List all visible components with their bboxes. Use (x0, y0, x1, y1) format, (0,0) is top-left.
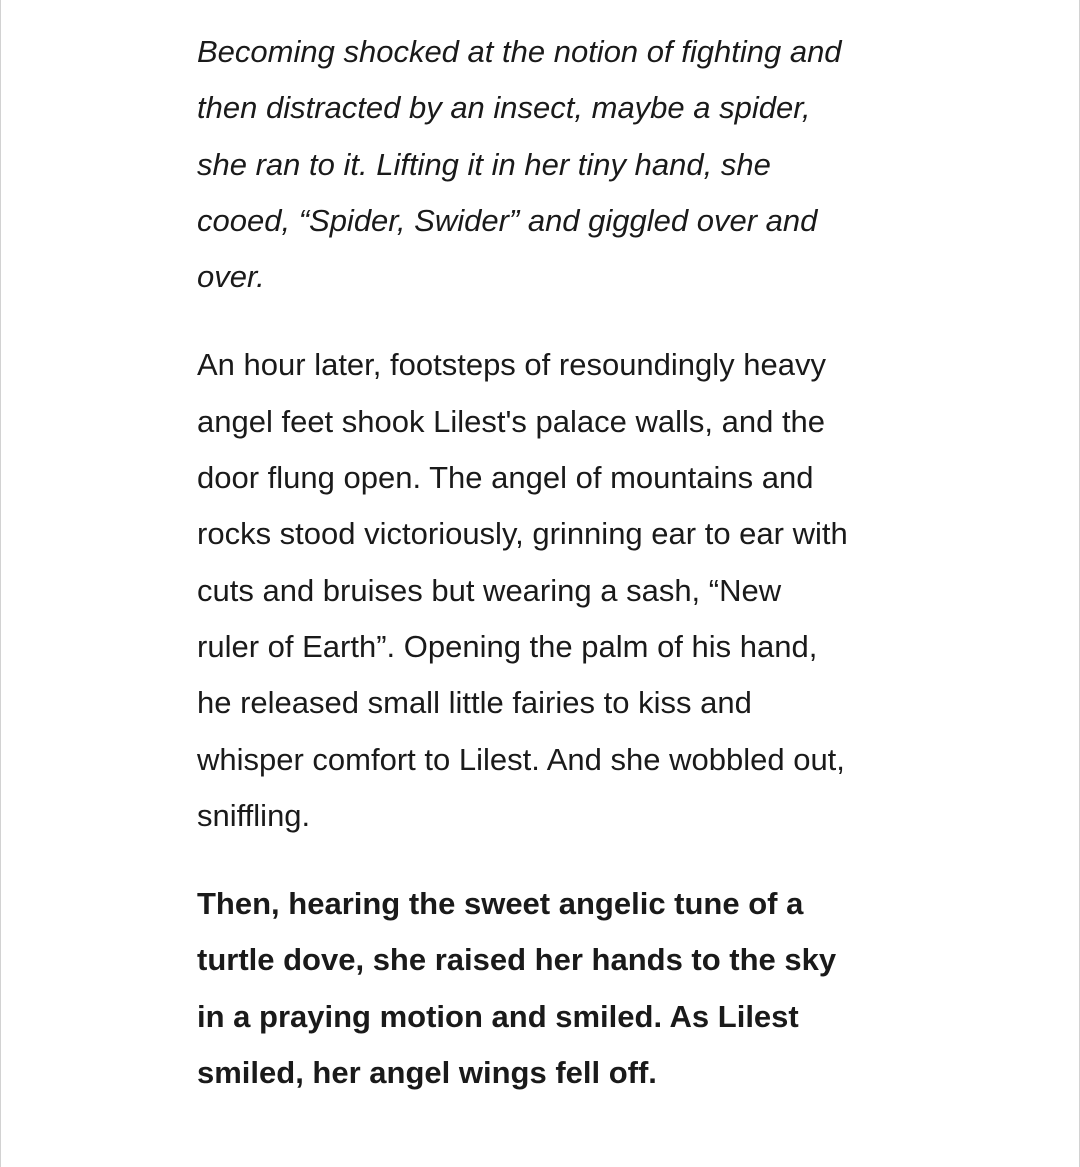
paragraph-line: she ran to it. Lifting it in her tiny hand, she (197, 146, 771, 182)
paragraph-line: smiled, her angel wings fell off. (197, 1055, 657, 1091)
paragraph-line: sniffling. (197, 797, 311, 833)
paragraph-1 (197, 24, 897, 305)
paragraph-line: ruler of Earth”. Opening the palm of his hand, (197, 628, 818, 664)
paragraph-line: An hour later, footsteps of resoundingly heavy (197, 347, 827, 383)
paragraph-line: rocks stood victoriously, grinning ear to ear with (197, 516, 848, 552)
paragraph-line: cuts and bruises but wearing a sash, “New (197, 572, 782, 608)
paragraph-line: Becoming shocked at the notion of fighting and (197, 34, 842, 69)
paragraph-line: over. (197, 259, 265, 295)
document-body (197, 24, 897, 1133)
paragraph-2 (197, 337, 897, 844)
paragraph-line: door flung open. The angel of mountains and (197, 460, 814, 496)
paragraph-line: then distracted by an insect, maybe a spider, (197, 90, 811, 126)
paragraph-3 (197, 876, 897, 1101)
paragraph-line: whisper comfort to Lilest. And she wobbled out, (197, 741, 845, 777)
paragraph-line: in a praying motion and smiled. As Lilest (197, 998, 799, 1034)
paragraph-line: he released small little fairies to kiss and (197, 685, 752, 721)
paragraph-line: cooed, “Spider, Swider” and giggled over and (197, 202, 818, 238)
paragraph-line: turtle dove, she raised her hands to the sky (197, 942, 837, 978)
paragraph-line: Then, hearing the sweet angelic tune of a (197, 886, 804, 922)
paragraph-line: angel feet shook Lilest's palace walls, and the (197, 403, 826, 439)
